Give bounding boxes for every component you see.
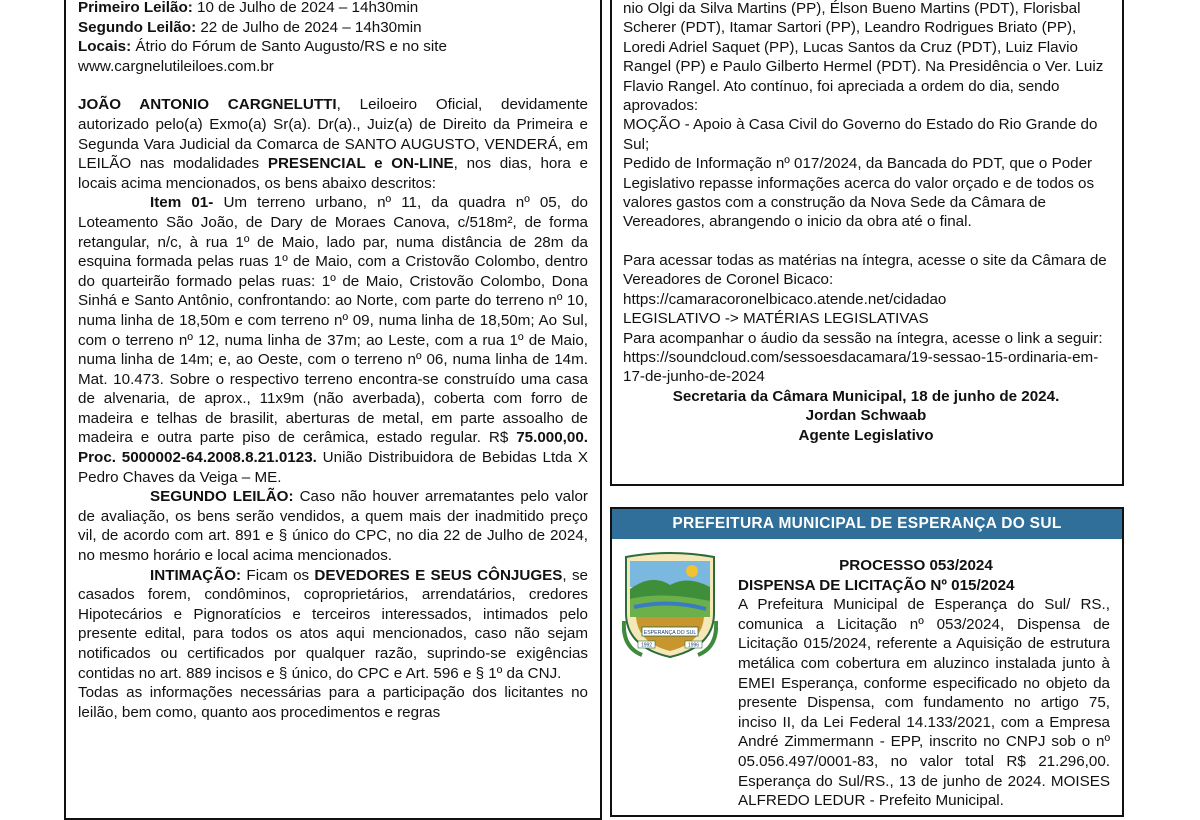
dispensa-title: DISPENSA DE LICITAÇÃO Nº 015/2024	[738, 576, 1015, 594]
legislative-path: LEGISLATIVO -> MATÉRIAS LEGISLATIVAS	[623, 310, 929, 328]
second-auction-date: 22 de Julho de 2024 – 14h30min	[196, 18, 422, 36]
intimation-paragraph	[78, 566, 588, 684]
locations-text: Átrio do Fórum de Santo Augusto/RS e no site www.cargnelutileiloes.com.br	[78, 38, 447, 75]
item-label: Item 01-	[150, 194, 214, 212]
item-description: Um terreno urbano, nº 11, da quadra nº 05, do Loteamento São João, de Dary de Moraes Canova, c/518m², de forma retangular, n/c, à rua 1º de Maio, lado par, numa distância de 28m da esquina formada pelas ruas 1º de Maio, com a Cristovão Colombo, dentro do quarteirão formado pelas ruas: 1º de Maio, Cristovão Colombo, Dona Sinhá e Santo Antônio, confrontando: ao Norte, com parte do terreno nº 10, numa linha de 18,50m e com terreno nº 09, numa linha de 18,50m; Ao Sul, com o terreno nº 12, numa linha de 37m; ao Leste, com a rua 1º de Maio, numa linha de 14m; e, ao Oeste, com o terreno nº 06, numa linha de 14m. Mat. 10.473. Sobre o respectivo terreno encontra-se construído uma casa de alvenaria, de aprox., 11x9m (não averbada), coberta com forro de madeira e telhas de brasilit, aberturas de metal, em parte assoalho de madeira e outra parte piso de cerâmica, estado regular. R$	[78, 194, 588, 447]
locations-label: Locais:	[78, 38, 132, 56]
intimation-tail: , se casados forem, condôminos, coproprietários, arrendatários, credores Hipotecários e Pignoratícios e terceiros interessados, intimados pelo presente edital, para todos os atos aqui mencionados, caso não sejam notificados ou certificados por qualquer razão, suprindo-se exigências contidas no art. 889 incisos e § único, do CPC e Art. 596 e § 1º da CNJ.	[78, 566, 588, 682]
intimation-heading: INTIMAÇÃO:	[150, 566, 242, 584]
locations-line	[78, 37, 588, 76]
final-paragraph: Todas as informações necessárias para a participação dos licitantes no leilão, bem como, quanto aos procedimentos e regras	[78, 684, 588, 721]
processo-title: PROCESSO 053/2024	[839, 557, 993, 574]
first-auction-date: 10 de Julho de 2024 – 14h30min	[192, 0, 419, 16]
modality: PRESENCIAL e ON-LINE	[267, 155, 454, 173]
dispensa-body-text: A Prefeitura Municipal de Esperança do Sul/ RS., comunica a Licitação nº 053/2024, Dispensa de Licitação 015/2024, referente a Aquisição de estrutura metálica com cobertura em aluzinco instalada junto à EMEI Esperança, conforme especificado no objeto da presente Dispensa, com fundamento no artigo 75, inciso II, da Lei Federal 14.133/2021, com a Empresa André Zimmermann - EPP, inscrito no CNPJ sob o nº 05.056.497/0001-83, no valor total R$ 21.296,00. Esperança do Sul/RS., 13 de junho de 2024. MOISES ALFREDO LEDUR - Prefeito Municipal.	[738, 596, 1110, 810]
intimation-parties: DEVEDORES E SEUS CÔNJUGES	[314, 566, 563, 584]
leilao-edital	[78, 0, 588, 722]
seal-year-right: 1996	[687, 642, 700, 649]
item-paragraph	[78, 193, 588, 487]
intro-tail: , nos dias, hora e locais acima mencionados, os bens abaixo descritos:	[78, 155, 589, 192]
auctioneer-name: JOÃO ANTONIO CARGNELUTTI	[78, 96, 337, 114]
dispensa-body	[622, 595, 1110, 811]
soundcloud-url[interactable]: https://soundcloud.com/sessoesdacamara/19-sessao-15-ordinaria-em-17-de-junho-de-2024	[623, 348, 1099, 386]
second-auction-paragraph	[78, 487, 588, 565]
intro-paragraph	[78, 95, 588, 193]
access-text: Para acessar todas as matérias na íntegra, acesse o site da Câmara de Vereadores de Coronel Bicaco:	[623, 251, 1107, 289]
item-value: 75.000,00. Proc. 5000002-64.2008.8.21.0123.	[78, 429, 588, 467]
intro-text: , Leiloeiro Oficial, devidamente autorizado pelo(a) Exmo(a) Sr(a). Dr(a)., Juiz(a) de Direito da Primeira e Segunda Vara Judicial da Comarca de SANTO AUGUSTO, VENDERÁ, em LEILÃO nas modalidades	[78, 96, 588, 173]
pedido-text: Pedido de Informação nº 017/2024, da Bancada do PDT, que o Poder Legislativo repasse informações acerca do valor orçado e de todos os valores gastos com a construção da Nova Sede da Câmara de Vereadores, abrangendo o inicio da obra até o final.	[623, 155, 1095, 231]
item-parties: União Distribuidora de Bebidas Ltda X Pedro Chaves da Veiga – ME.	[78, 449, 588, 486]
signature-role: Agente Legislativo	[798, 426, 934, 444]
seal-year-left: 1992	[640, 642, 653, 649]
session-body: nio Olgi da Silva Martins (PP), Élson Bueno Martins (PDT), Florisbal Scherer (PDT), Itamar Sartori (PP), Leandro Rodrigues Briato (PP), Loredi Adriel Saquet (PP), Lucas Santos da Cruz (PDT), Luiz Flavio Rangel (PP) e Paulo Gilberto Hermel (PDT). Na Presidência o Ver. Luiz Flavio Rangel. Ato contínuo, foi apreciada a ordem do dia, sendo aprovados:	[623, 0, 1104, 115]
prefeitura-banner: PREFEITURA MUNICIPAL DE ESPERANÇA DO SUL	[612, 509, 1122, 539]
second-auction-text: Caso não houver arrematantes pelo valor de avaliação, os bens serão vendidos, a quem mais der inadmitido preço vil, de acordo com art. 891 e § único do CPC, no dia 22 de Julho de 2024, no mesmo horário e local acima mencionados.	[78, 488, 588, 565]
mocao-text: MOÇÃO - Apoio à Casa Civil do Governo do Estado do Rio Grande do Sul;	[623, 116, 1098, 153]
signature-place-date: Secretaria da Câmara Municipal, 18 de junho de 2024.	[672, 387, 1060, 405]
second-auction-heading: SEGUNDO LEILÃO:	[150, 488, 294, 506]
seal-text: ESPERANÇA DO SUL	[643, 630, 697, 636]
dispensa-notice	[622, 556, 1110, 811]
audio-text: Para acompanhar o áudio da sessão na íntegra, acesse o link a seguir:	[623, 329, 1103, 347]
first-auction-label: Primeiro Leilão:	[78, 0, 193, 16]
intimation-text: Ficam os	[241, 566, 315, 584]
first-auction-line	[78, 0, 588, 18]
signature-name: Jordan Schwaab	[805, 407, 927, 425]
second-auction-line	[78, 18, 588, 38]
camara-session-notice	[623, 0, 1109, 445]
second-auction-label: Segundo Leilão:	[78, 18, 197, 36]
camara-url[interactable]: https://camaracoronelbicaco.atende.net/cidadao	[623, 290, 947, 308]
